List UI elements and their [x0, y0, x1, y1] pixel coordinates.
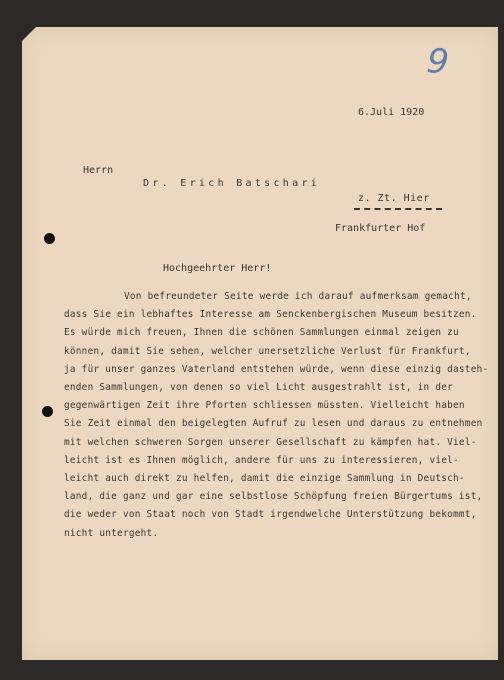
letter-body [64, 288, 500, 543]
punch-hole-top [44, 233, 55, 244]
body-line: land, die ganz und gar eine selbstlose Schöpfung freien Bürgertums ist, [64, 491, 483, 503]
body-line: Von befreundeter Seite werde ich darauf aufmerksam gemacht, [124, 291, 472, 302]
body-line: ja für unser ganzes Vaterland entstehen würde, wenn diese einzig dasteh- [64, 363, 489, 375]
recipient-name: Dr. Erich Batschari [143, 178, 321, 189]
body-line: Es würde mich freuen, Ihnen die schönen Sammlungen einmal zeigen zu [64, 327, 459, 339]
body-line: können, damit Sie sehen, welcher unersetzliche Verlust für Frankfurt, [64, 345, 471, 357]
page-number-annotation: 9 [424, 40, 451, 84]
body-line: leicht ist es Ihnen möglich, andere für uns zu interessieren, viel- [64, 454, 459, 466]
recipient-place: Frankfurter Hof [335, 223, 426, 234]
body-line: gegenwärtigen Zeit ihre Pforten schliessen müssten. Vielleicht haben [64, 400, 465, 412]
body-line: dass Sie ein lebhaftes Interesse am Senckenbergischen Museum besitzen. [64, 309, 477, 321]
body-line: leicht auch direkt zu helfen, damit die einzige Sammlung in Deutsch- [64, 473, 465, 485]
location-underline [354, 208, 442, 210]
body-line: die weder von Staat noch von Stadt irgendwelche Unterstützung bekommt, [64, 509, 477, 521]
body-line: Sie Zeit einmal den beigelegten Aufruf zu lesen und daraus zu entnehmen [64, 418, 483, 430]
body-line: enden Sammlungen, von denen so viel Licht ausgestrahlt ist, in der [64, 382, 454, 394]
torn-corner [22, 27, 36, 41]
punch-hole-bottom [42, 406, 53, 417]
recipient-salutation: Herrn [83, 165, 114, 176]
letter-greeting: Hochgeehrter Herr! [163, 263, 272, 274]
letter-date: 6.Juli 1920 [358, 107, 425, 118]
body-line: mit welchen schweren Sorgen unserer Gesellschaft zu kämpfen hat. Viel- [64, 436, 477, 448]
letter-page [22, 27, 498, 660]
body-line: nicht untergeht. [64, 527, 159, 539]
recipient-location: z. Zt. Hier [358, 193, 430, 204]
